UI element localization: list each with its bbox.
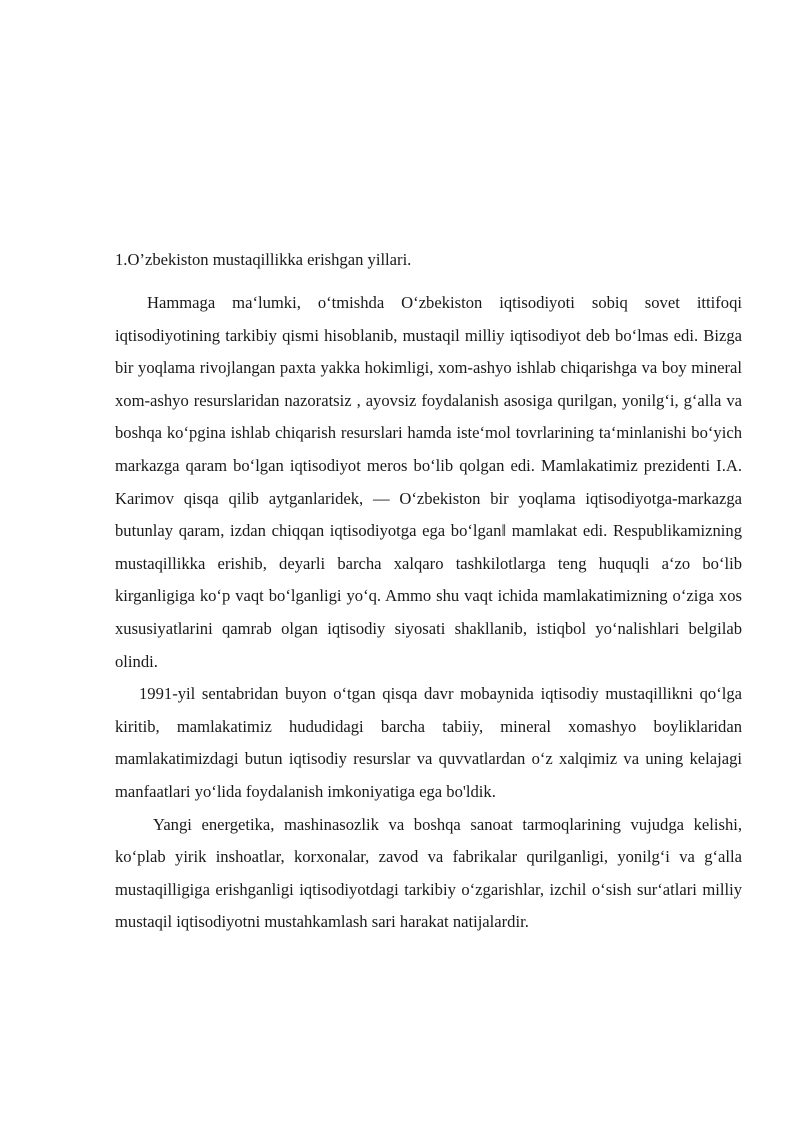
document-page	[115, 247, 742, 939]
paragraph-1: Hammaga maʻlumki, oʻtmishda Oʻzbekiston iqtisodiyoti sobiq sovet ittifoqi iqtisodiyotining tarkibiy qismi hisoblanib, mustaqil milliy iqtisodiyot deb boʻlmas edi. Bizga bir yoqlama rivojlangan paxta yakka hokimligi, xom-ashyo ishlab chiqarishga va boy mineral xom-ashyo resurslaridan nazoratsiz , ayovsiz foydalanish asosiga qurilgan, yonilgʻi, gʻalla va boshqa koʻpgina ishlab chiqarish resurslari hamda isteʻmol tovrlarining taʻminlanishi boʻyich markazga qaram boʻlgan iqtisodiyot meros boʻlib qolgan edi. Mamlakatimiz prezidenti I.A. Karimov qisqa qilib aytganlaridek, — Oʻzbekiston bir yoqlama iqtisodiyotga-markazga butunlay qaram, izdan chiqqan iqtisodiyotga ega boʻlganǁ mamlakat edi. Respublikamizning mustaqillikka erishib, deyarli barcha xalqaro tashkilotlarga teng huquqli aʻzo boʻlib kirganligiga koʻp vaqt boʻlganligi yoʻq. Ammo shu vaqt ichida mamlakatimizning oʻziga xos xususiyatlarini qamrab olgan iqtisodiy siyosati shakllanib, istiqbol yoʻnalishlari belgilab olindi.	[115, 293, 742, 671]
section-heading: 1.O’zbekiston mustaqillikka erishgan yillari.	[115, 250, 412, 269]
paragraph-2: 1991-yil sentabridan buyon oʻtgan qisqa davr mobaynida iqtisodiy mustaqillikni qoʻlga kiritib, mamlakatimiz hududidagi barcha tabiiy, mineral xomashyo boyliklaridan mamlakatimizdagi butun iqtisodiy resurslar va quvvatlardan oʻz xalqimiz va uning kelajagi manfaatlari yoʻlida foydalanish imkoniyatiga ega bo'ldik.	[115, 684, 742, 801]
paragraph-3: Yangi energetika, mashinasozlik va boshqa sanoat tarmoqlarining vujudga kelishi, koʻplab yirik inshoatlar, korxonalar, zavod va fabrikalar qurilganligi, yonilgʻi va gʻalla mustaqilligiga erishganligi iqtisodiyotdagi tarkibiy oʻzgarishlar, izchil oʻsish surʻatlari milliy mustaqil iqtisodiyotni mustahkamlash sari harakat natijalardir.	[115, 814, 742, 932]
